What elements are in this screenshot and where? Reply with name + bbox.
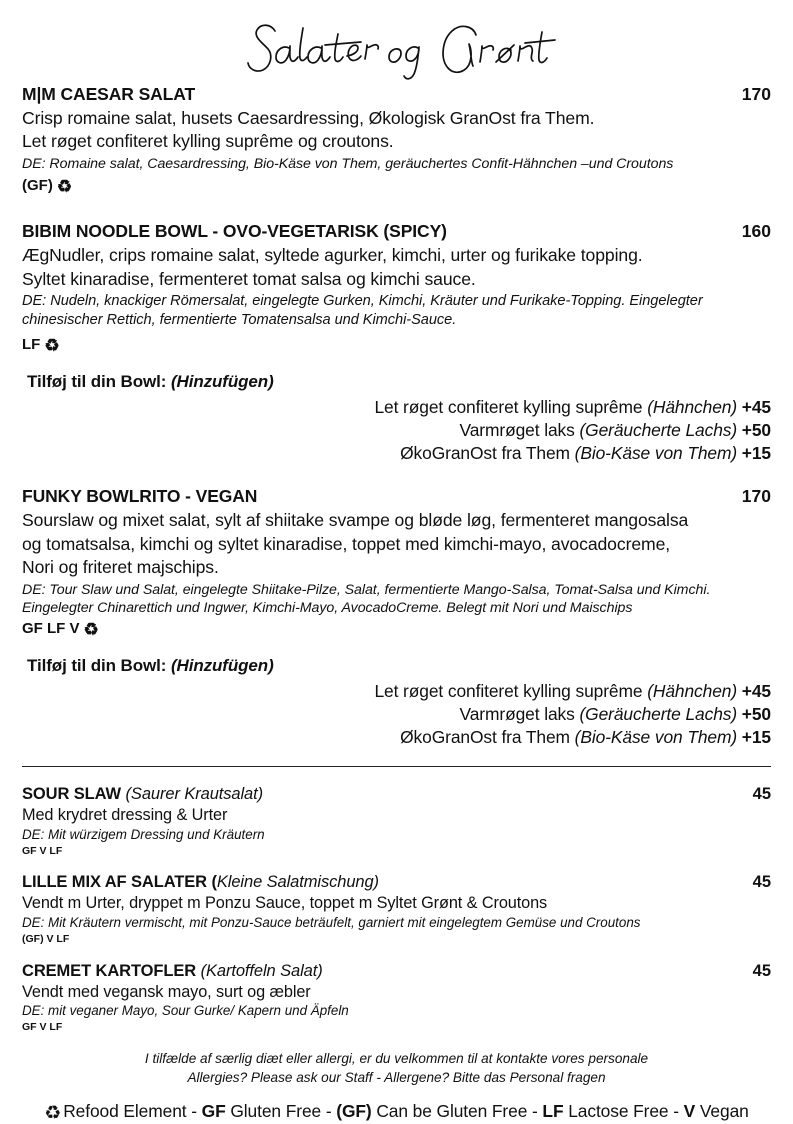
addon-name-de: (Geräucherte Lachs) — [579, 704, 738, 725]
item-description-de — [22, 292, 771, 330]
item-description-de: DE: mit veganer Mayo, Sour Gurke/ Kapern und Äpfeln — [22, 1003, 349, 1019]
item-price: 170 — [741, 486, 771, 507]
item-description-line-2: og tomatsalsa, kimchi og syltet kinaradise, toppet med kimchi-mayo, avocadocreme, — [22, 533, 671, 554]
menu-item-caesar — [22, 84, 771, 197]
legend-v-text: Vegan — [695, 1101, 749, 1122]
item-name — [22, 873, 379, 892]
item-description-de: DE: Mit würzigem Dressing und Kräutern — [22, 827, 265, 843]
addon-price: +50 — [741, 420, 771, 441]
legend-sep-3: - — [527, 1101, 543, 1122]
menu-item-sour-slaw — [22, 785, 771, 856]
de-text: Nudeln, knackiger Römersalat, eingelegte Gurken, Kimchi, Kräuter und Furikake-Topping. Eingelegter chinesischer Rettich, fermentierte Tomatensalsa und Kimchi-Sauce. — [22, 293, 703, 329]
item-price: 160 — [741, 221, 771, 242]
item-description-de — [22, 155, 771, 173]
section-divider — [22, 766, 771, 767]
page-title-script — [237, 14, 557, 86]
menu-item-bibim-noodle-bowl — [22, 221, 771, 356]
item-name: M|M CAESAR SALAT — [22, 84, 196, 104]
legend-sep-2: - — [321, 1101, 337, 1122]
addon-row — [22, 726, 771, 749]
item-name-da: SOUR SLAW — [22, 785, 126, 804]
item-description: Med krydret dressing & Urter — [22, 806, 228, 825]
addons-title-de: (Hinzufügen) — [170, 656, 274, 676]
item-name-da: LILLE MIX AF SALATER ( — [22, 873, 217, 892]
addon-row — [22, 680, 771, 703]
item-allergen-tags — [22, 336, 771, 356]
addon-name-de: (Hähnchen) — [647, 681, 738, 702]
item-header — [22, 84, 771, 106]
addons-block-bibim — [22, 372, 771, 465]
addon-row — [22, 703, 771, 726]
item-header — [22, 785, 771, 804]
allergen-codes: GF V LF — [22, 1021, 63, 1034]
item-description-line-2: Let røget confiteret kylling suprême og croutons. — [22, 131, 394, 152]
addons-block-bowlrito — [22, 656, 771, 749]
item-description-line-1: ÆgNudler, crips romaine salat, syltede agurker, kimchi, urter og furikake topping. — [22, 245, 643, 266]
legend-gf-code: GF — [201, 1101, 226, 1122]
addons-title — [27, 656, 771, 676]
addon-price: +45 — [741, 397, 771, 418]
legend-sep-1: - — [186, 1101, 202, 1122]
addon-row — [22, 419, 771, 442]
item-price: 45 — [752, 873, 771, 892]
allergy-note-line-1: I tilfælde af særlig diæt eller allergi, er du velkommen til at kontakte vores personale — [144, 1050, 649, 1066]
item-price: 45 — [752, 961, 771, 980]
recycle-icon: ♻ — [83, 620, 99, 640]
allergen-legend — [22, 1100, 771, 1123]
item-header — [22, 486, 771, 508]
item-description-line-1: Sourslaw og mixet salat, sylt af shiitake svampe og bløde løg, fermenteret mangosalsa — [22, 509, 689, 530]
menu-content — [22, 0, 771, 1123]
addons-title-da: Tilføj til din Bowl: — [27, 372, 167, 392]
item-allergen-tags — [22, 620, 771, 640]
addon-name-de: (Geräucherte Lachs) — [579, 420, 738, 441]
addon-name: Let røget confiteret kylling suprême — [374, 681, 643, 702]
de-label: DE: — [22, 155, 46, 172]
addons-title-de: (Hinzufügen) — [170, 372, 274, 392]
addon-name: ØkoGranOst fra Them — [400, 727, 575, 748]
legend-lf-code: LF — [542, 1101, 564, 1122]
addon-price: +15 — [741, 443, 771, 464]
addon-name: Varmrøget laks — [459, 420, 580, 441]
addon-price: +15 — [741, 727, 771, 748]
item-description-line-1: Crisp romaine salat, husets Caesardressing, Økologisk GranOst fra Them. — [22, 107, 595, 128]
legend-v-code: V — [683, 1101, 696, 1122]
item-description: Vendt m Urter, dryppet m Ponzu Sauce, toppet m Syltet Grønt & Croutons — [22, 894, 548, 913]
addon-name: Varmrøget laks — [459, 704, 580, 725]
item-name: BIBIM NOODLE BOWL - OVO-VEGETARISK (SPICY) — [22, 221, 447, 242]
item-name — [22, 785, 263, 804]
legend-gf-paren-text: Can be Gluten Free — [371, 1101, 528, 1122]
de-label: DE: — [22, 581, 46, 598]
item-description-de: DE: Mit Kräutern vermischt, mit Ponzu-Sauce beträufelt, garniert mit eingelegtem Gemüse und Croutons — [22, 915, 641, 931]
item-name-de: (Kartoffeln Salat) — [200, 961, 323, 980]
item-name-de: Kleine Salatmischung) — [216, 873, 379, 892]
addon-name-de: (Hähnchen) — [647, 397, 738, 418]
allergen-codes: (GF) V LF — [22, 933, 70, 946]
legend-gf-paren-code: (GF) — [336, 1101, 372, 1122]
addons-title — [27, 372, 771, 392]
item-header — [22, 221, 771, 243]
item-header — [22, 962, 771, 981]
item-allergen-tags — [22, 177, 771, 197]
page-title — [22, 0, 771, 86]
item-name — [22, 962, 323, 981]
allergy-note-line-2: Allergies? Please ask our Staff - Allergene? Bitte das Personal fragen — [187, 1069, 606, 1085]
recycle-icon: ♻ — [56, 177, 73, 197]
item-header — [22, 873, 771, 892]
recycle-icon: ♻ — [44, 336, 60, 356]
legend-gf-text: Gluten Free — [225, 1101, 322, 1122]
de-text: Tour Slaw und Salat, eingelegte Shiitake-Pilze, Salat, fermentierte Mango-Salsa, Tomat-Salsa und Kimchi. Eingelegter Chinarettich und Ingwer, Kimchi-Mayo, AvocadoCreme. Belegt mit Nori und Maischips — [22, 581, 711, 616]
menu-item-funky-bowlrito — [22, 486, 771, 640]
item-description-de — [22, 581, 747, 618]
item-description-line-3: Nori og friteret majschips. — [22, 557, 219, 578]
item-name: FUNKY BOWLRITO - VEGAN — [22, 486, 258, 507]
allergen-codes: GF LF V — [22, 620, 80, 638]
addon-row — [22, 442, 771, 465]
recycle-icon: ♻ — [44, 1103, 62, 1124]
item-name-de: (Saurer Krautsalat) — [125, 785, 264, 804]
allergen-codes: (GF) — [22, 177, 53, 195]
addon-name-de: (Bio-Käse von Them) — [574, 443, 738, 464]
legend-refood: Refood Element — [63, 1101, 187, 1122]
addon-name-de: (Bio-Käse von Them) — [574, 727, 738, 748]
addon-price: +50 — [741, 704, 771, 725]
allergen-codes: LF — [22, 336, 41, 354]
item-price: 170 — [741, 84, 771, 104]
de-text: Romaine salat, Caesardressing, Bio-Käse von Them, geräuchertes Confit-Hähnchen –und Croutons — [49, 155, 674, 172]
addon-row — [22, 396, 771, 419]
legend-lf-text: Lactose Free — [563, 1101, 669, 1122]
item-allergen-tags — [22, 1022, 771, 1033]
de-label: DE: — [22, 293, 47, 310]
menu-item-lille-mix-af-salater — [22, 873, 771, 944]
menu-item-cremet-kartofler — [22, 962, 771, 1033]
addon-price: +45 — [741, 681, 771, 702]
addon-name: Let røget confiteret kylling suprême — [374, 397, 643, 418]
addons-title-da: Tilføj til din Bowl: — [27, 656, 167, 676]
allergen-codes: GF V LF — [22, 844, 63, 857]
item-description: Vendt med vegansk mayo, surt og æbler — [22, 982, 311, 1001]
legend-sep-4: - — [668, 1101, 684, 1122]
item-allergen-tags — [22, 846, 771, 857]
addon-name: ØkoGranOst fra Them — [400, 443, 575, 464]
item-name-da: CREMET KARTOFLER — [22, 961, 201, 980]
item-description-line-2: Syltet kinaradise, fermenteret tomat salsa og kimchi sauce. — [22, 268, 476, 289]
footer — [22, 1049, 771, 1124]
item-allergen-tags — [22, 934, 771, 945]
item-price: 45 — [752, 785, 771, 804]
